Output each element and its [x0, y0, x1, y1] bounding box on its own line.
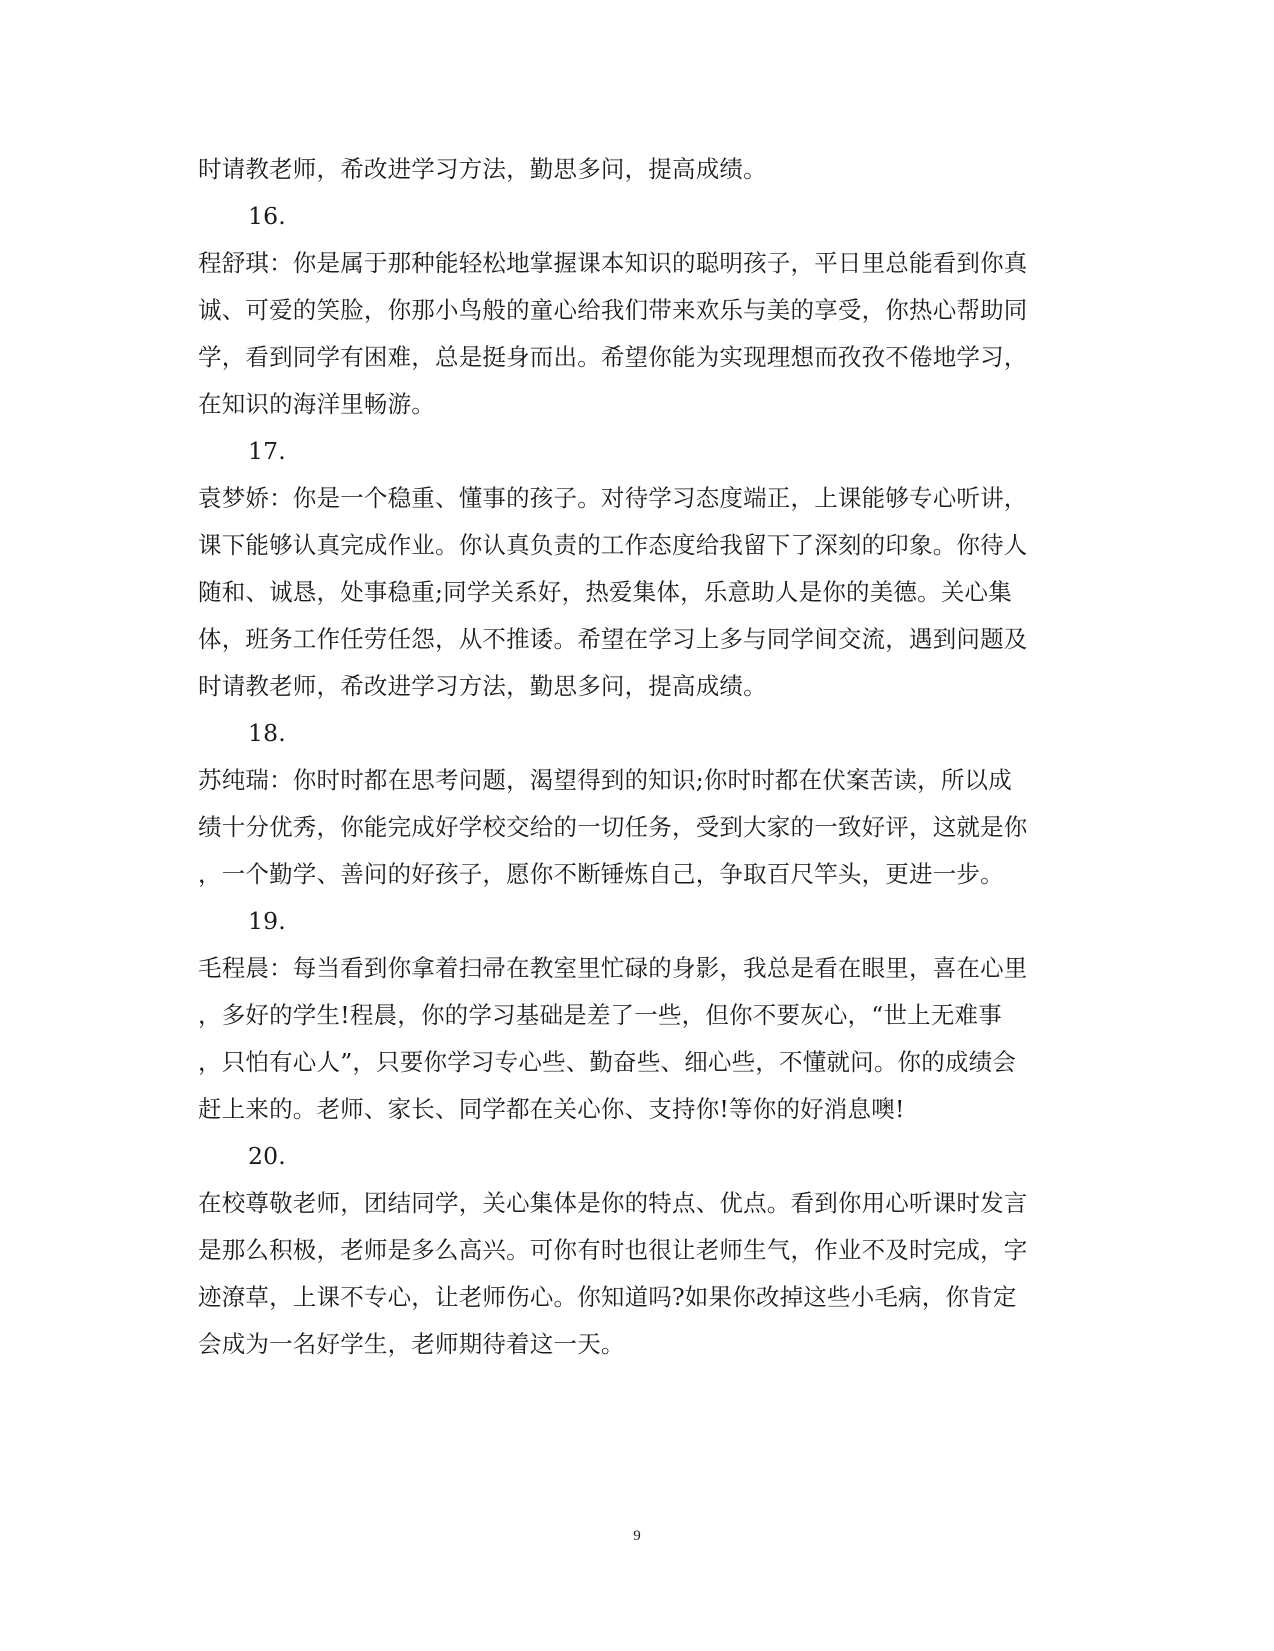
text-line: 毛程晨：每当看到你拿着扫帚在教室里忙碌的身影，我总是看在眼里，喜在心里	[198, 954, 1028, 982]
item-number: 20.	[248, 1142, 286, 1170]
text-line: 赶上来的。老师、家长、同学都在关心你、支持你!等你的好消息噢!	[198, 1095, 905, 1123]
text-line: 体，班务工作任劳任怨，从不推诿。希望在学习上多与同学间交流，遇到问题及	[198, 625, 1028, 653]
text-line: 时请教老师，希改进学习方法，勤思多问，提高成绩。	[198, 672, 767, 700]
text-line: 课下能够认真完成作业。你认真负责的工作态度给我留下了深刻的印象。你待人	[198, 531, 1028, 559]
text-line: 袁梦娇：你是一个稳重、懂事的孩子。对待学习态度端正，上课能够专心听讲，	[198, 484, 1028, 512]
text-line: 在知识的海洋里畅游。	[198, 390, 435, 418]
text-line: 程舒琪：你是属于那种能轻松地掌握课本知识的聪明孩子，平日里总能看到你真	[198, 249, 1028, 277]
page-number: 9	[633, 1528, 641, 1544]
text-line: ，只怕有心人”，只要你学习专心些、勤奋些、细心些，不懂就问。你的成绩会	[198, 1048, 1017, 1076]
text-line: ，多好的学生!程晨，你的学习基础是差了一些，但你不要灰心，“世上无难事	[198, 1001, 1002, 1029]
text-line: 是那么积极，老师是多么高兴。可你有时也很让老师生气，作业不及时完成，字	[198, 1236, 1028, 1264]
text-line: 绩十分优秀，你能完成好学校交给的一切任务，受到大家的一致好评，这就是你	[198, 813, 1028, 841]
item-number: 17.	[248, 437, 286, 465]
text-line: 随和、诚恳，处事稳重;同学关系好，热爱集体，乐意助人是你的美德。关心集	[198, 578, 1012, 606]
text-line: 苏纯瑞：你时时都在思考问题，渴望得到的知识;你时时都在伏案苦读，所以成	[198, 766, 1012, 794]
item-number: 18.	[248, 719, 286, 747]
text-line: 诚、可爱的笑脸，你那小鸟般的童心给我们带来欢乐与美的享受，你热心帮助同	[198, 296, 1028, 324]
text-line: 学，看到同学有困难，总是挺身而出。希望你能为实现理想而孜孜不倦地学习，	[198, 343, 1028, 371]
text-line: 时请教老师，希改进学习方法，勤思多问，提高成绩。	[198, 155, 767, 183]
text-line: ，一个勤学、善问的好孩子，愿你不断锤炼自己，争取百尺竿头，更进一步。	[198, 860, 1004, 888]
text-line: 迹潦草，上课不专心，让老师伤心。你知道吗?如果你改掉这些小毛病，你肯定	[198, 1283, 1017, 1311]
item-number: 19.	[248, 907, 286, 935]
item-number: 16.	[248, 202, 286, 230]
text-line: 在校尊敬老师，团结同学，关心集体是你的特点、优点。看到你用心听课时发言	[198, 1189, 1028, 1217]
text-line: 会成为一名好学生，老师期待着这一天。	[198, 1330, 625, 1358]
